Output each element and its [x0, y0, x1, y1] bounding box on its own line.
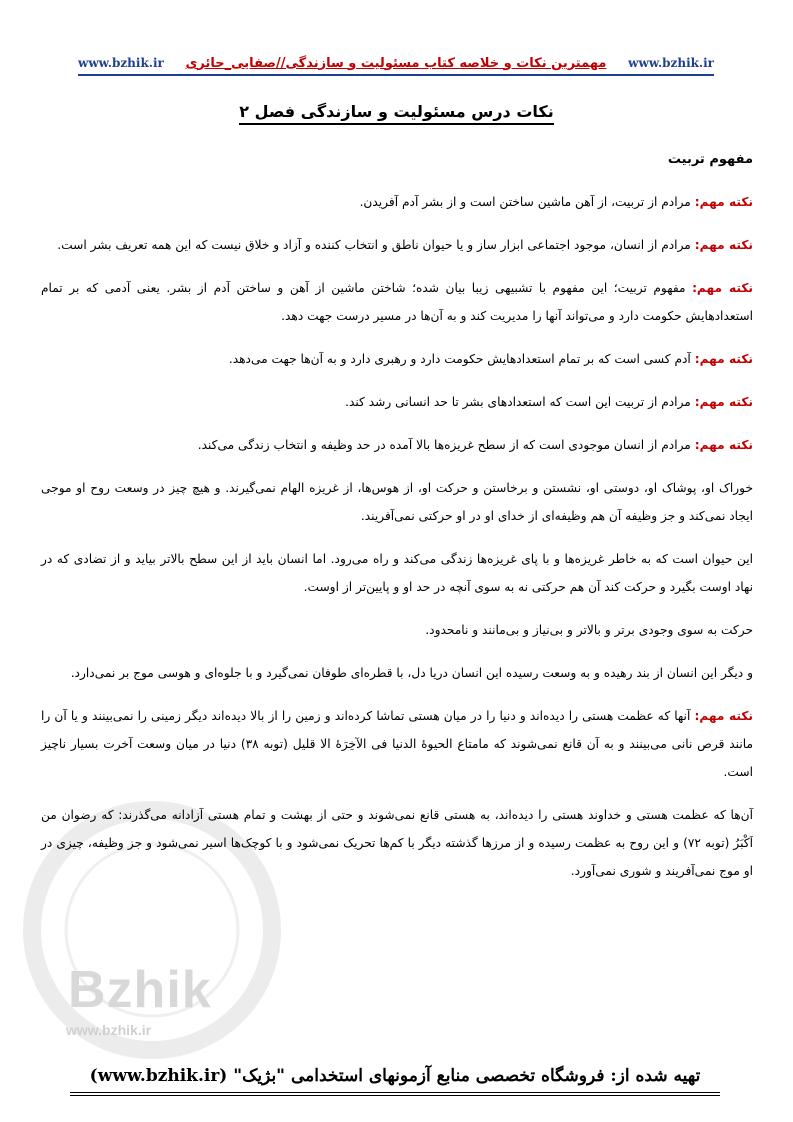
paragraph — [41, 431, 753, 459]
watermark-url: www.bzhik.ir — [66, 1022, 152, 1038]
paragraph — [41, 801, 753, 885]
paragraph-text: مرادم از تربیت این است که استعدادهای بشر تا حد انسانی رشد کند. — [345, 395, 695, 409]
note-label: نکته مهم: — [692, 281, 754, 295]
note-label: نکته مهم: — [694, 709, 753, 723]
paragraph — [41, 616, 753, 644]
page-header — [78, 52, 714, 76]
paragraph-text: آنها که عظمت هستی را دیده‌اند و دنیا را در میان هستی تماشا کرده‌اند و زمین را از بالا دیده‌اند دیگر زمینی را نمی‌بینند و یا آن را مانند قرص نانی می‌بینند و به آن قانع نمی‌شوند که مامتاع الحیوهٔ الدنیا فی الآخِرَهٔ الا قلیل (توبه ۳۸) دنیا در میان وسعت آخرت بسیار ناچیز است. — [41, 709, 753, 779]
content-body — [41, 188, 753, 900]
paragraph — [41, 274, 753, 330]
paragraph-text: مرادم از انسان، موجود اجتماعی ابزار ساز و یا حیوان ناطق و انتخاب کننده و آزاد و خلاق نیست که این همه تعریف بشر است. — [57, 238, 695, 252]
paragraph-text: و دیگر این انسان از بند رهیده و به وسعت رسیده این انسان دریا دل، با قطره‌ای طوفان نمی‌گیرد و با جلوه‌ای و هوسی موج بر نمی‌دارد. — [70, 666, 753, 680]
main-title-text: نکات درس مسئولیت و سازندگی فصل ۲ — [239, 102, 553, 125]
footer-text: تهیه شده از: فروشگاه تخصصی منابع آزمونهای استخدامی "بژیک" (www.bzhik.ir) — [89, 1066, 701, 1086]
paragraph-text: این حیوان است که به خاطر غریزه‌ها و با پای غریزه‌ها زندگی می‌کند و راه می‌رود. اما انسان باید از این سطح بالاتر بیاید و از تضادی که در نهاد اوست بگیرد و حرکت کند آن هم حرکتی نه به سوی آنچه در حد او و پایین‌تر از اوست. — [41, 552, 753, 594]
section-heading: مفهوم تربیت — [667, 152, 753, 167]
header-title: مهمترین نکات و خلاصه کتاب مسئولیت و سازندگی//صفایی_حائری — [185, 55, 607, 71]
paragraph — [41, 345, 753, 373]
watermark-logo: Bzhik — [68, 961, 212, 1019]
paragraph — [41, 188, 753, 216]
paragraph — [41, 545, 753, 601]
paragraph — [41, 702, 753, 786]
paragraph-text: مرادم از انسان موجودی است که از سطح غریزه‌ها بالا آمده در حد وظیفه و انتخاب زندگی می‌کند. — [197, 438, 695, 452]
page-footer — [70, 1060, 720, 1096]
note-label: نکته مهم: — [694, 195, 753, 209]
note-label: نکته مهم: — [694, 395, 753, 409]
paragraph-text: مفهوم تربیت؛ این مفهوم با تشبیهی زیبا بیان شده؛ شاختن ماشین از آهن و ساختن آدم از بشر. یعنی آدمی که بر تمام استعدادهایش حکومت دارد و می‌تواند آنها را مدیریت کند و به آن‌ها در مسیر درست جهت دهد. — [41, 281, 753, 323]
paragraph-text: آن‌ها که عظمت هستی و خداوند هستی را دیده‌اند، به هستی قانع نمی‌شوند و حتی از بهشت و تمام هستی آزادانه می‌گذرند: که رضوان من اَکْبَرُ (توبه ۷۲) و این روح به عظمت رسیده و از مرزها گذشته دیگر با کم‌ها تحریک نمی‌شود و با کوچک‌ها اسیر نمی‌شود و جز وظیفه، چیزی در او موج نمی‌آفریند و شوری نمی‌آورد. — [41, 808, 753, 878]
header-url-left[interactable]: www.bzhik.ir — [78, 56, 164, 70]
paragraph-text: آدم کسی است که بر تمام استعدادهایش حکومت دارد و رهبری دارد و به آن‌ها جهت می‌دهد. — [228, 352, 695, 366]
paragraph-text: مرادم از تربیت، از آهن ماشین ساختن است و از بشر آدم آفریدن. — [359, 195, 695, 209]
paragraph — [41, 231, 753, 259]
note-label: نکته مهم: — [694, 352, 753, 366]
note-label: نکته مهم: — [694, 438, 753, 452]
paragraph — [41, 388, 753, 416]
main-title — [0, 102, 793, 121]
paragraph — [41, 474, 753, 530]
paragraph-text: خوراک او، پوشاک او، دوستی او، نشستن و برخاستن و حرکت او، از هوس‌ها، از غریزه الهام نمی‌گیرند. و هیچ چیز در وسعت روح او موجی ایجاد نمی‌کند و جز وظیفه آن هم وظیفه‌ای از خدای او در او حرکتی نمی‌آفریند. — [41, 481, 753, 523]
paragraph — [41, 659, 753, 687]
header-url-right[interactable]: www.bzhik.ir — [628, 56, 714, 70]
note-label: نکته مهم: — [694, 238, 753, 252]
paragraph-text: حرکت به سوی وجودی برتر و بالاتر و بی‌نیاز و بی‌مانند و نامحدود. — [425, 623, 753, 637]
